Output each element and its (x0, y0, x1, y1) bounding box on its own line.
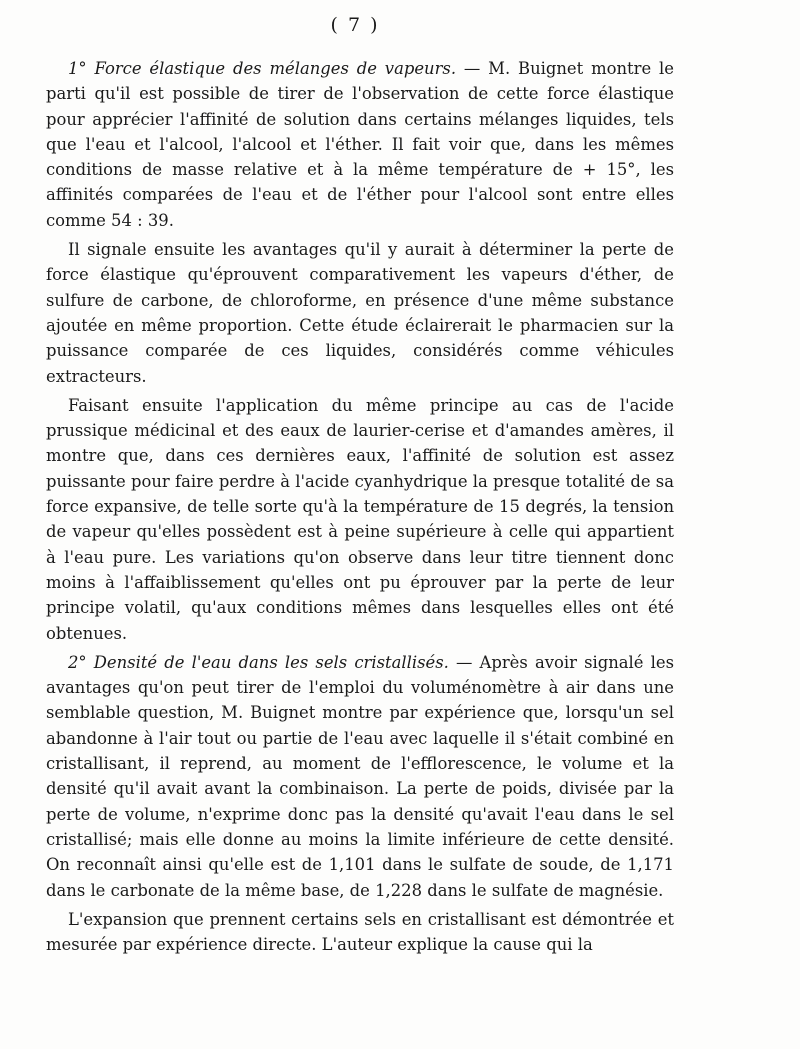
paragraph-5-text: L'expansion que prennent certains sels en cristallisant est démontrée et mesurée par expérience directe. L'auteur explique la cause qui la (46, 909, 674, 955)
paragraph-3 (46, 393, 674, 646)
paragraph-2-text: Il signale ensuite les avantages qu'il y aurait à déterminer la perte de force élastique qu'éprouvent comparativement les vapeurs d'éther, de sulfure de carbone, de chloroforme, en présence d'une même substance ajoutée en même proportion. Cette étude éclairerait le pharmacien sur la puissance comparée de ces liquides, considérés comme véhicules extracteurs. (46, 240, 674, 386)
paragraph-3-text: Faisant ensuite l'application du même principe au cas de l'acide prussique médicinal et des eaux de laurier-cerise et d'amandes amères, il montre que, dans ces dernières eaux, l'affinité de solution est assez puissante pour faire perdre à l'acide cyanhydrique la presque totalité de sa force expansive, de telle sorte qu'à la température de 15 degrés, la tension de vapeur qu'elles possèdent est à peine supérieure à celle qui appartient à l'eau pure. Les variations qu'on observe dans leur titre tiennent donc moins à l'affaiblissement qu'elles ont pu éprouver par la perte de leur principe volatil, qu'aux conditions mêmes dans lesquelles elles ont été obtenues. (46, 395, 674, 643)
body-text (46, 56, 674, 961)
paragraph-4 (46, 650, 674, 903)
page-number: ( 7 ) (330, 14, 380, 36)
paragraph-2 (46, 237, 674, 389)
section-heading-1: 1° Force élastique des mélanges de vapeurs. (68, 59, 457, 78)
section-heading-2: 2° Densité de l'eau dans les sels cristallisés. (68, 652, 449, 672)
paragraph-1 (46, 56, 674, 233)
paragraph-4-text: — Après avoir signalé les avantages qu'on peut tirer de l'emploi du voluménomètre à air dans une semblable question, M. Buignet montre par expérience que, lorsqu'un sel abandonne à l'air tout ou partie de l'eau avec laquelle il s'était combiné en cristallisant, il reprend, au moment de l'efflorescence, le volume et la densité qu'il avait avant la combinaison. La perte de poids, divisée par la perte de volume, n'exprime donc pas la densité qu'avait l'eau dans le sel cristallisé; mais elle donne au moins la limite inférieure de cette densité. On reconnaît ainsi qu'elle est de 1,101 dans le sulfate de soude, de 1,171 dans le carbonate de la même base, de 1,228 dans le sulfate de magnésie. (46, 652, 674, 900)
paragraph-5 (46, 907, 674, 958)
paragraph-1-text: — M. Buignet montre le parti qu'il est possible de tirer de l'observation de cette force élastique pour apprécier l'affinité de solution dans certains mélanges liquides, tels que l'eau et l'alcool, l'alcool et l'éther. Il fait voir que, dans les mêmes conditions de masse relative et à la même température de + 15°, les affinités comparées de l'eau et de l'éther pour l'alcool sont entre elles comme 54 : 39. (46, 59, 674, 230)
